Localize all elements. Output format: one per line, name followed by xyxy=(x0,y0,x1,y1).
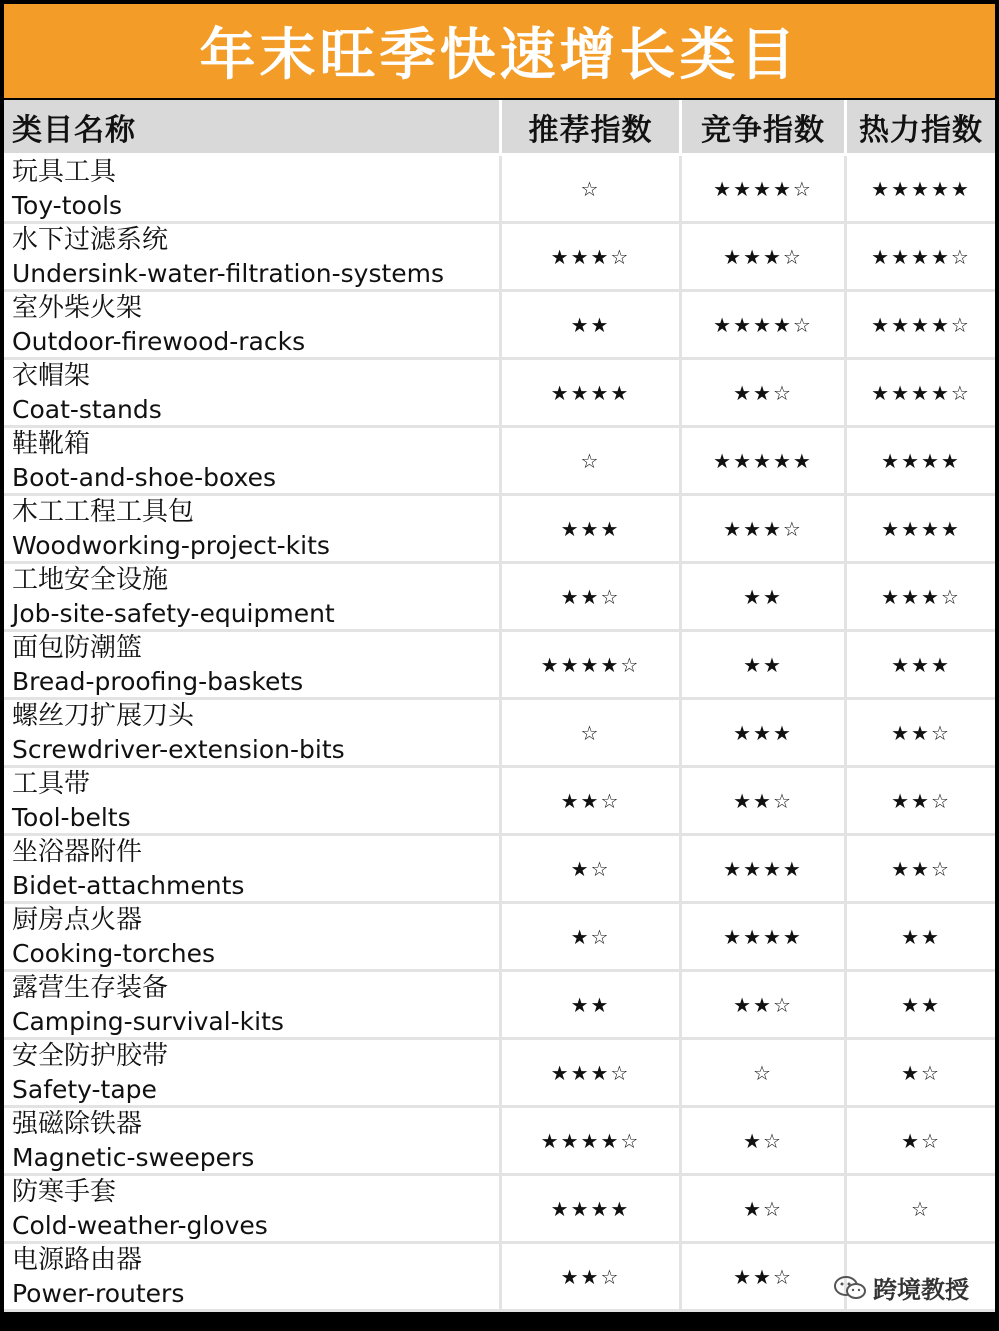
category-name-chinese: 电源路由器 xyxy=(12,1244,143,1275)
category-name-english: Screwdriver-extension-bits xyxy=(12,734,345,764)
page-title: 年末旺季快速增长类目 xyxy=(199,23,800,88)
recommend-rating-cell xyxy=(502,1176,682,1241)
table-row xyxy=(4,496,995,564)
table-row xyxy=(4,224,995,292)
category-name-chinese: 露营生存装备 xyxy=(12,972,169,1003)
competition-rating-cell xyxy=(682,156,847,221)
competition-rating-cell xyxy=(682,428,847,493)
heat-rating-cell xyxy=(847,836,995,901)
table-row xyxy=(4,292,995,360)
competition-rating: ★★★ xyxy=(733,720,793,745)
category-name-wrap xyxy=(12,1176,268,1242)
header-recommend-index: 推荐指数 xyxy=(502,100,682,153)
heat-rating: ★★☆ xyxy=(891,720,951,745)
table-row xyxy=(4,632,995,700)
recommend-rating-cell xyxy=(502,496,682,561)
category-name-wrap xyxy=(12,428,276,494)
heat-rating-cell xyxy=(847,1040,995,1105)
category-name-wrap xyxy=(12,836,244,902)
heat-rating-cell xyxy=(847,292,995,357)
recommend-rating: ☆ xyxy=(580,176,601,201)
category-name-english: Cooking-torches xyxy=(12,938,216,968)
category-name-wrap xyxy=(12,564,335,630)
table-row xyxy=(4,156,995,224)
competition-rating-cell xyxy=(682,700,847,765)
recommend-rating-cell xyxy=(502,836,682,901)
category-name-chinese: 木工工程工具包 xyxy=(12,496,195,527)
competition-rating-cell xyxy=(682,768,847,833)
recommend-rating: ★☆ xyxy=(570,924,611,949)
competition-rating-cell xyxy=(682,632,847,697)
recommend-rating-cell xyxy=(502,156,682,221)
heat-rating-cell xyxy=(847,496,995,561)
category-name-chinese: 水下过滤系统 xyxy=(12,224,169,255)
table-row xyxy=(4,428,995,496)
category-name-chinese: 工地安全设施 xyxy=(12,564,169,595)
category-name-wrap xyxy=(12,496,330,562)
heat-rating: ★★★★☆ xyxy=(871,312,971,337)
heat-rating-cell xyxy=(847,700,995,765)
competition-rating-cell xyxy=(682,972,847,1037)
category-name-english: Magnetic-sweepers xyxy=(12,1142,255,1172)
competition-rating-cell xyxy=(682,1176,847,1241)
heat-rating: ★★ xyxy=(901,992,941,1017)
title-banner xyxy=(4,4,995,98)
category-name-english: Undersink-water-filtration-systems xyxy=(12,258,445,288)
competition-rating-cell xyxy=(682,224,847,289)
category-name-wrap xyxy=(12,156,122,222)
header-heat-index: 热力指数 xyxy=(859,112,983,148)
competition-rating: ★★☆ xyxy=(733,380,793,405)
competition-rating: ★★★☆ xyxy=(723,244,803,269)
category-name-wrap xyxy=(12,1040,168,1106)
heat-rating-cell xyxy=(847,224,995,289)
recommend-rating-cell xyxy=(502,700,682,765)
category-name-cell xyxy=(4,428,502,493)
recommend-rating-cell xyxy=(502,1244,682,1309)
category-name-cell xyxy=(4,156,502,221)
heat-rating: ★★★★☆ xyxy=(871,380,971,405)
competition-rating: ★★☆ xyxy=(733,992,793,1017)
category-name-english: Power-routers xyxy=(12,1278,185,1308)
recommend-rating-cell xyxy=(502,1040,682,1105)
competition-rating: ☆ xyxy=(753,1060,773,1085)
recommend-rating-cell xyxy=(502,292,682,357)
recommend-rating-cell xyxy=(502,428,682,493)
category-name-chinese: 坐浴器附件 xyxy=(12,836,143,867)
category-name-english: Job-site-safety-equipment xyxy=(12,598,335,628)
recommend-rating: ★★☆ xyxy=(560,584,621,609)
recommend-rating: ☆ xyxy=(580,720,601,745)
heat-rating: ★★ xyxy=(901,924,941,949)
category-name-cell xyxy=(4,972,502,1037)
category-name-english: Tool-belts xyxy=(12,802,131,832)
category-name-english: Bidet-attachments xyxy=(12,870,245,900)
recommend-rating-cell xyxy=(502,1108,682,1173)
category-name-cell xyxy=(4,224,502,289)
header-competition-index: 竞争指数 xyxy=(682,100,847,153)
competition-rating-cell xyxy=(682,496,847,561)
competition-rating-cell xyxy=(682,564,847,629)
table-row xyxy=(4,836,995,904)
heat-rating: ★★☆ xyxy=(891,788,951,813)
heat-rating: ★★★ xyxy=(891,652,951,677)
recommend-rating-cell xyxy=(502,632,682,697)
category-name-wrap xyxy=(12,700,345,766)
recommend-rating: ☆ xyxy=(580,448,601,473)
heat-rating: ★★★★☆ xyxy=(871,244,971,269)
table-row xyxy=(4,1108,995,1176)
category-name-chinese: 安全防护胶带 xyxy=(12,1040,169,1071)
competition-rating: ★☆ xyxy=(743,1196,783,1221)
category-name-wrap xyxy=(12,1244,184,1310)
heat-rating: ★☆ xyxy=(901,1060,941,1085)
category-name-english: Cold-weather-gloves xyxy=(12,1210,268,1240)
competition-rating-cell xyxy=(682,1244,847,1309)
table-row xyxy=(4,1040,995,1108)
wechat-icon xyxy=(833,1275,867,1301)
category-name-english: Camping-survival-kits xyxy=(12,1006,284,1036)
competition-rating: ★★★★ xyxy=(723,924,803,949)
category-name-english: Toy-tools xyxy=(12,190,123,220)
category-name-cell xyxy=(4,1108,502,1173)
category-name-chinese: 工具带 xyxy=(12,768,91,799)
heat-rating: ★★★☆ xyxy=(881,584,961,609)
category-name-chinese: 玩具工具 xyxy=(12,156,117,187)
heat-rating-cell xyxy=(847,1176,995,1241)
watermark xyxy=(833,1270,969,1305)
recommend-rating: ★★☆ xyxy=(560,1264,621,1289)
heat-rating: ★★★★ xyxy=(881,448,961,473)
competition-rating: ★★★★☆ xyxy=(713,176,813,201)
recommend-rating: ★★★ xyxy=(560,516,621,541)
heat-rating-cell xyxy=(847,1108,995,1173)
recommend-rating-cell xyxy=(502,904,682,969)
category-name-wrap xyxy=(12,1108,254,1174)
recommend-rating-cell xyxy=(502,564,682,629)
competition-rating-cell xyxy=(682,292,847,357)
table-row xyxy=(4,564,995,632)
category-name-english: Woodworking-project-kits xyxy=(12,530,330,560)
category-name-cell xyxy=(4,836,502,901)
competition-rating: ★★ xyxy=(743,584,783,609)
table-row xyxy=(4,1176,995,1244)
category-name-english: Outdoor-firewood-racks xyxy=(12,326,306,356)
category-table xyxy=(4,100,995,1312)
category-name-english: Safety-tape xyxy=(12,1074,157,1104)
recommend-rating: ★★ xyxy=(570,992,611,1017)
category-name-cell xyxy=(4,768,502,833)
category-name-wrap xyxy=(12,224,444,290)
category-name-cell xyxy=(4,292,502,357)
category-name-chinese: 面包防潮篮 xyxy=(12,632,143,663)
category-name-wrap xyxy=(12,632,303,698)
heat-rating-cell xyxy=(847,156,995,221)
heat-rating: ★★☆ xyxy=(891,856,951,881)
category-name-cell xyxy=(4,632,502,697)
competition-rating: ★★★★☆ xyxy=(713,312,813,337)
category-name-wrap xyxy=(12,768,131,834)
table-header-row xyxy=(4,100,995,156)
competition-rating: ★★★★ xyxy=(723,856,803,881)
category-name-cell xyxy=(4,904,502,969)
category-name-cell xyxy=(4,1244,502,1309)
category-name-chinese: 强磁除铁器 xyxy=(12,1108,143,1139)
competition-rating: ★☆ xyxy=(743,1128,783,1153)
category-name-cell xyxy=(4,360,502,425)
table-row xyxy=(4,904,995,972)
table-row xyxy=(4,360,995,428)
table-row xyxy=(4,768,995,836)
recommend-rating: ★☆ xyxy=(570,856,611,881)
category-name-wrap xyxy=(12,904,215,970)
heat-rating: ★★★★★ xyxy=(871,176,971,201)
category-name-cell xyxy=(4,564,502,629)
competition-rating-cell xyxy=(682,360,847,425)
watermark-text: 跨境教授 xyxy=(873,1276,969,1304)
category-name-english: Bread-proofing-baskets xyxy=(12,666,304,696)
recommend-rating: ★★ xyxy=(570,312,611,337)
category-name-wrap xyxy=(12,972,284,1038)
recommend-rating: ★★★★ xyxy=(550,1196,631,1221)
recommend-rating: ★★☆ xyxy=(560,788,621,813)
category-name-wrap xyxy=(12,360,162,426)
category-name-chinese: 螺丝刀扩展刀头 xyxy=(12,700,195,731)
category-name-cell xyxy=(4,1040,502,1105)
category-name-english: Coat-stands xyxy=(12,394,162,424)
category-name-chinese: 衣帽架 xyxy=(12,360,91,391)
header-category-name: 类目名称 xyxy=(4,100,502,153)
heat-rating-cell xyxy=(847,972,995,1037)
competition-rating-cell xyxy=(682,1108,847,1173)
heat-rating: ☆ xyxy=(911,1196,931,1221)
recommend-rating: ★★★★☆ xyxy=(540,652,641,677)
competition-rating: ★★☆ xyxy=(733,788,793,813)
category-name-chinese: 防寒手套 xyxy=(12,1176,117,1207)
category-name-english: Boot-and-shoe-boxes xyxy=(12,462,277,492)
heat-rating: ★★★★ xyxy=(881,516,961,541)
recommend-rating: ★★★☆ xyxy=(550,244,631,269)
recommend-rating-cell xyxy=(502,972,682,1037)
category-name-cell xyxy=(4,1176,502,1241)
recommend-rating-cell xyxy=(502,224,682,289)
category-name-wrap xyxy=(12,292,305,358)
heat-rating-cell xyxy=(847,632,995,697)
heat-rating-cell xyxy=(847,564,995,629)
recommend-rating-cell xyxy=(502,360,682,425)
competition-rating: ★★★★★ xyxy=(713,448,813,473)
heat-rating: ★☆ xyxy=(901,1128,941,1153)
recommend-rating: ★★★☆ xyxy=(550,1060,631,1085)
heat-rating-cell xyxy=(847,428,995,493)
competition-rating: ★★ xyxy=(743,652,783,677)
heat-rating-cell xyxy=(847,768,995,833)
heat-rating-cell xyxy=(847,904,995,969)
category-name-chinese: 鞋靴箱 xyxy=(12,428,91,459)
category-name-cell xyxy=(4,700,502,765)
competition-rating-cell xyxy=(682,904,847,969)
category-name-cell xyxy=(4,496,502,561)
recommend-rating: ★★★★☆ xyxy=(540,1128,641,1153)
category-name-chinese: 室外柴火架 xyxy=(12,292,143,323)
recommend-rating: ★★★★ xyxy=(550,380,631,405)
competition-rating-cell xyxy=(682,836,847,901)
competition-rating: ★★☆ xyxy=(733,1264,793,1289)
heat-rating-cell xyxy=(847,360,995,425)
recommend-rating-cell xyxy=(502,768,682,833)
table-row xyxy=(4,972,995,1040)
table-row xyxy=(4,700,995,768)
competition-rating: ★★★☆ xyxy=(723,516,803,541)
competition-rating-cell xyxy=(682,1040,847,1105)
category-name-chinese: 厨房点火器 xyxy=(12,904,143,935)
